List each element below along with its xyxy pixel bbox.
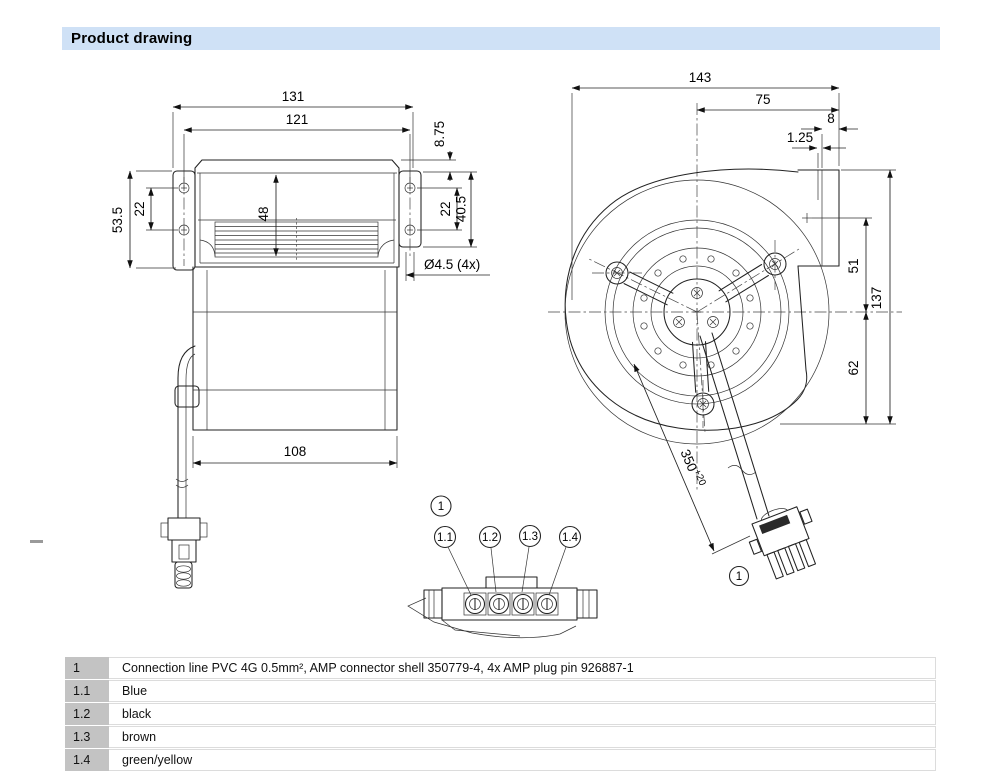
dim-hole-dia: Ø4.5 (4x) bbox=[424, 257, 481, 272]
legend-row-text: brown bbox=[109, 726, 936, 748]
cable-front-view bbox=[700, 333, 769, 519]
legend-row-text: green/yellow bbox=[109, 749, 936, 771]
housing-body bbox=[193, 267, 397, 430]
margin-mark bbox=[30, 540, 43, 543]
dim-8: 8 bbox=[827, 111, 835, 126]
page-title: Product drawing bbox=[71, 30, 193, 47]
dim-8-75: 8.75 bbox=[432, 120, 447, 148]
legend-table bbox=[65, 657, 936, 772]
dim-40-5: 40.5 bbox=[453, 195, 469, 223]
dim-143: 143 bbox=[688, 70, 712, 85]
dim-53-5: 53.5 bbox=[110, 206, 125, 234]
cable-side-view bbox=[175, 346, 199, 518]
table-row bbox=[65, 703, 936, 725]
dim-51: 51 bbox=[846, 258, 861, 274]
table-row bbox=[65, 726, 936, 748]
callout-1: 1 bbox=[437, 501, 445, 513]
callout-1-front: 1 bbox=[735, 571, 743, 583]
legend-row-id: 1.4 bbox=[65, 749, 109, 771]
callout-1-1: 1.1 bbox=[437, 532, 453, 544]
dim-cable-length: $350^{+20}$ bbox=[677, 447, 708, 488]
dim-75: 75 bbox=[755, 92, 771, 107]
callout-1-4: 1.4 bbox=[562, 532, 578, 544]
legend-row-text: Connection line PVC 4G 0.5mm², AMP connector shell 350779-4, 4x AMP plug pin 926887-1 bbox=[109, 657, 936, 679]
dim-22-left: 22 bbox=[132, 201, 147, 217]
scroll-housing bbox=[565, 169, 806, 430]
table-row bbox=[65, 749, 936, 771]
table-row bbox=[65, 657, 936, 679]
legend-row-id: 1.3 bbox=[65, 726, 109, 748]
connector-side-view bbox=[161, 518, 207, 588]
dim-48: 48 bbox=[256, 206, 271, 222]
legend-row-id: 1 bbox=[65, 657, 109, 679]
legend-row-text: black bbox=[109, 703, 936, 725]
table-row bbox=[65, 680, 936, 702]
hub-screws bbox=[674, 288, 719, 328]
dim-131: 131 bbox=[281, 89, 305, 104]
connector-pins bbox=[464, 593, 558, 615]
dim-62: 62 bbox=[846, 360, 861, 376]
connector-detail bbox=[408, 496, 597, 638]
side-view bbox=[110, 89, 490, 588]
dim-137: 137 bbox=[869, 286, 884, 310]
front-view bbox=[548, 70, 902, 586]
spider-arms bbox=[589, 240, 799, 432]
side-view-dimensions bbox=[110, 89, 490, 468]
callout-1-2: 1.2 bbox=[482, 532, 498, 544]
callout-1-3: 1.3 bbox=[522, 531, 538, 543]
dim-121: 121 bbox=[285, 112, 309, 127]
legend-row-id: 1.1 bbox=[65, 680, 109, 702]
dim-22-right: 22 bbox=[438, 201, 453, 217]
dim-1-25: 1.25 bbox=[786, 130, 814, 145]
dim-108: 108 bbox=[283, 444, 307, 459]
legend-row-text: Blue bbox=[109, 680, 936, 702]
legend-row-id: 1.2 bbox=[65, 703, 109, 725]
